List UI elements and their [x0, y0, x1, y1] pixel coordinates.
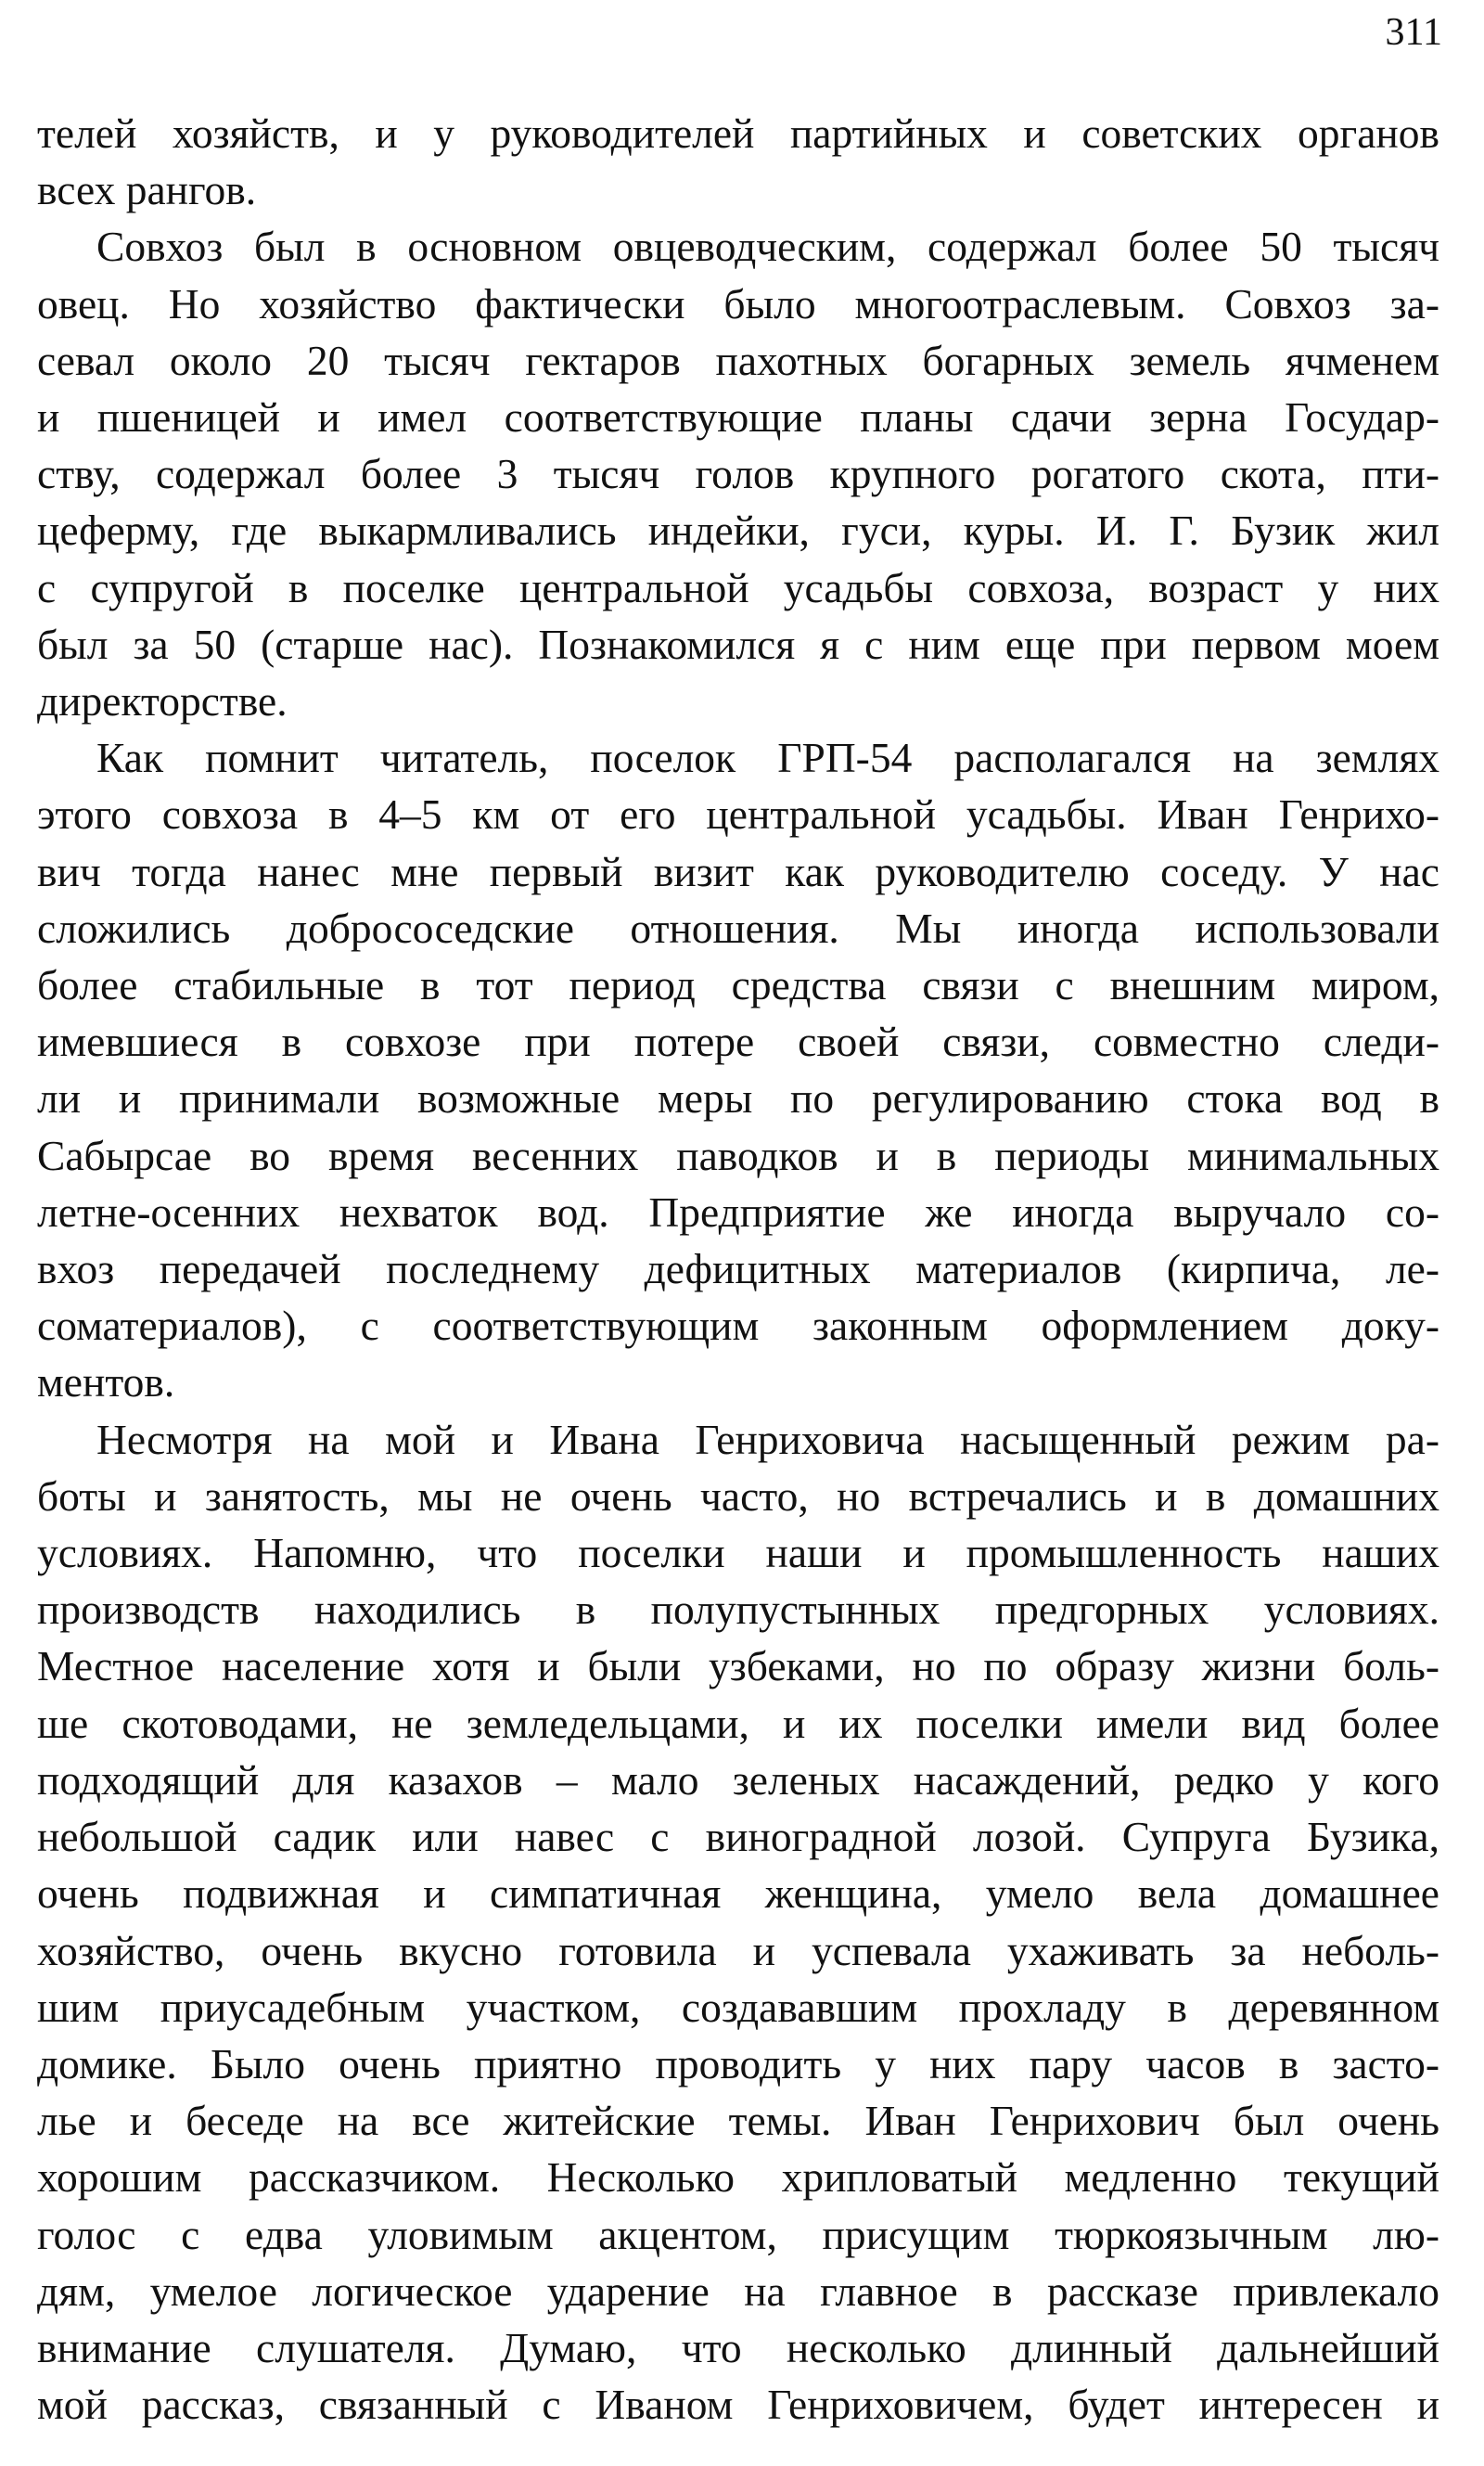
page-number: 311 [1385, 11, 1442, 54]
text-line: этого совхоза в 4–5 км от его центральной усадьбы. Иван Генрихо- [37, 790, 1439, 839]
text-line: мой рассказ, связанный с Иваном Генриховичем, будет интересен и [37, 2381, 1439, 2429]
text-line: условиях. Напомню, что поселки наши и промышленность наших [37, 1529, 1439, 1577]
text-line: севал около 20 тысяч гектаров пахотных богарных земель ячменем [37, 336, 1439, 384]
text-line: с супругой в поселке центральной усадьбы совхоза, возраст у них [37, 563, 1439, 611]
text-line: сложились добрососедские отношения. Мы иногда использовали [37, 904, 1439, 952]
text-line: ству, содержал более 3 тысяч голов крупного рогатого скота, пти- [37, 450, 1439, 498]
text-line: Несмотря на мой и Ивана Генриховича насыщенный режим ра- [96, 1415, 1439, 1463]
text-line: Сабырсае во время весенних паводков и в периоды минимальных [37, 1131, 1439, 1179]
text-line: шим приусадебным участком, создававшим прохладу в деревянном [37, 1983, 1439, 2031]
text-line: цеферму, где выкармливались индейки, гуси, куры. И. Г. Бузик жил [37, 507, 1439, 555]
text-line: хорошим рассказчиком. Несколько хрипловатый медленно текущий [37, 2153, 1439, 2202]
text-line: ментов. [37, 1358, 175, 1406]
text-line: был за 50 (старше нас). Познакомился я с ним еще при первом моем [37, 620, 1439, 668]
text-line: Местное население хотя и были узбеками, но по образу жизни боль- [37, 1642, 1439, 1690]
text-line: летне-осенних нехваток вод. Предприятие же иногда выручало со- [37, 1188, 1439, 1236]
text-line: телей хозяйств, и у руководителей партийных и советских органов [37, 109, 1439, 157]
text-line: ли и принимали возможные меры по регулированию стока вод в [37, 1074, 1439, 1123]
text-line: имевшиеся в совхозе при потере своей связи, совместно следи- [37, 1018, 1439, 1066]
text-line: Совхоз был в основном овцеводческим, содержал более 50 тысяч [96, 223, 1439, 271]
text-line: дям, умелое логическое ударение на главное в рассказе привлекало [37, 2267, 1439, 2315]
text-line: производств находились в полупустынных предгорных условиях. [37, 1586, 1439, 1634]
text-line: Как помнит читатель, поселок ГРП-54 располагался на землях [96, 734, 1439, 782]
text-line: ше скотоводами, не земледельцами, и их поселки имели вид более [37, 1699, 1439, 1747]
text-line: голос с едва уловимым акцентом, присущим тюркоязычным лю- [37, 2210, 1439, 2258]
text-line: соматериалов), с соответствующим законным оформлением доку- [37, 1302, 1439, 1350]
text-line: хозяйство, очень вкусно готовила и успевала ухаживать за неболь- [37, 1926, 1439, 1974]
paragraph [37, 1411, 1439, 2434]
text-line: вич тогда нанес мне первый визит как руководителю соседу. У нас [37, 847, 1439, 895]
text-line: овец. Но хозяйство фактически было многоотраслевым. Совхоз за- [37, 279, 1439, 328]
text-line: лье и беседе на все житейские темы. Иван Генрихович был очень [37, 2097, 1439, 2145]
body-text [37, 105, 1439, 2433]
text-line: внимание слушателя. Думаю, что несколько длинный дальнейший [37, 2323, 1439, 2371]
text-line: более стабильные в тот период средства связи с внешним миром, [37, 961, 1439, 1009]
text-line: боты и занятость, мы не очень часто, но встречались и в домашних [37, 1471, 1439, 1520]
text-line: домике. Было очень приятно проводить у них пару часов в засто- [37, 2039, 1439, 2087]
paragraph [37, 218, 1439, 729]
text-line: директорстве. [37, 677, 288, 726]
paragraph [37, 105, 1439, 218]
paragraph [37, 729, 1439, 1410]
text-line: вхоз передачей последнему дефицитных материалов (кирпича, ле- [37, 1245, 1439, 1293]
text-line: всех рангов. [37, 166, 257, 214]
text-line: подходящий для казахов – мало зеленых насаждений, редко у кого [37, 1755, 1439, 1804]
text-line: небольшой садик или навес с виноградной лозой. Супруга Бузика, [37, 1813, 1439, 1861]
text-line: очень подвижная и симпатичная женщина, умело вела домашнее [37, 1869, 1439, 1918]
text-line: и пшеницей и имел соответствующие планы сдачи зерна Государ- [37, 393, 1439, 442]
